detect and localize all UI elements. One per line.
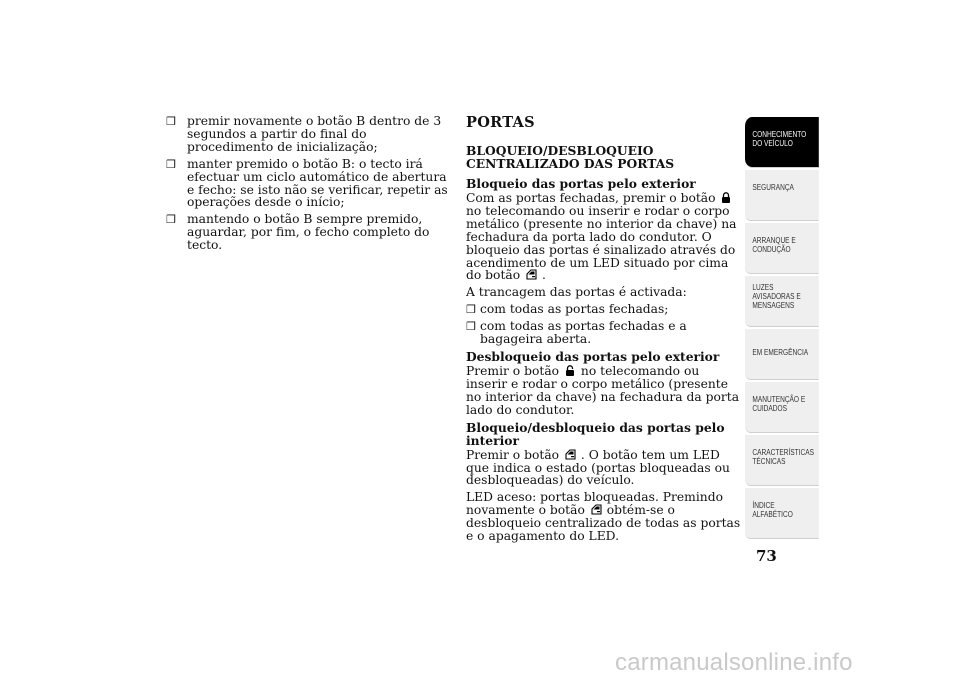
- watermark: carmanualsonline.info: [615, 649, 853, 676]
- section-title: PORTAS: [466, 114, 535, 131]
- page-number: 73: [756, 547, 777, 565]
- heading-unlock-exterior: Desbloqueio das portas pelo exterior: [466, 348, 720, 364]
- tab-luzes-avisadoras[interactable]: LUZES AVISADORAS E MENSAGENS: [745, 276, 819, 327]
- tab-em-emergencia[interactable]: EM EMERGÊNCIA: [745, 329, 819, 380]
- chapter-sidebar: [745, 117, 819, 543]
- list-item: ❒ premir novamente o botão B dentro de 3 segundos a partir do final do procedimento de inicialização;: [166, 114, 442, 154]
- right-column: [466, 115, 741, 547]
- car-door-lock-icon: [565, 449, 575, 460]
- car-door-lock-icon: [591, 504, 601, 515]
- tab-seguranca[interactable]: SEGURANÇA: [745, 170, 819, 221]
- car-door-lock-icon: [526, 269, 536, 280]
- heading-lock-exterior: Bloqueio das portas pelo exterior: [466, 176, 696, 191]
- list-item: ❒ com todas as portas fechadas e a bagageira aberta.: [466, 319, 687, 347]
- subsection-title: BLOQUEIO/DESBLOQUEIO CENTRALIZADO DAS PORTAS: [466, 143, 675, 171]
- tab-conhecimento-do-veiculo[interactable]: CONHECIMENTO DO VEÍCULO: [745, 117, 819, 168]
- paragraph-lock-exterior: Com as portas fechadas, premir o botão no telecomando ou inserir e rodar o corpo metálico (presente no interior da chave) na fechadura da porta lado do condutor. O bloqueio das portas é sinalizado através do acendimento de um LED situado por cima do botão .: [466, 191, 737, 283]
- tab-indice-alfabetico[interactable]: ÍNDICE ALFABÉTICO: [745, 488, 819, 539]
- tab-caracteristicas-tecnicas[interactable]: CARACTERÍSTICAS TÉCNICAS: [745, 435, 819, 486]
- checkbox-square-icon: ❒: [466, 320, 476, 334]
- left-column: [165, 115, 448, 256]
- checkbox-square-icon: ❒: [466, 303, 476, 317]
- list-item: ❒ mantendo o botão B sempre premido, aguardar, por fim, o fecho completo do tecto.: [166, 212, 430, 253]
- paragraph-unlock-exterior: Premir o botão no telecomando ou inserir e rodar o corpo metálico (presente no interior da chave) na fechadura da porta lado do condutor.: [466, 363, 740, 417]
- paragraph-lock-activation: A trancagem das portas é activada:: [466, 285, 687, 300]
- list-item: ❒ manter premido o botão B: o tecto irá efectuar um ciclo automático de abertura e fecho: se isto não se verificar, repetir as operações desde o início;: [166, 156, 448, 210]
- padlock-icon: [565, 365, 575, 376]
- tab-manutencao-e-cuidados[interactable]: MANUTENÇÃO E CUIDADOS: [745, 382, 819, 433]
- list-item: ❒ com todas as portas fechadas;: [466, 302, 669, 317]
- tab-arranque-e-conducao[interactable]: ARRANQUE E CONDUÇÃO: [745, 223, 819, 274]
- checkbox-square-icon: ❒: [166, 115, 176, 128]
- checkbox-square-icon: ❒: [166, 157, 176, 171]
- paragraph-led-on: LED aceso: portas bloqueadas. Premindo novamente o botão obtém-se o desbloqueio centralizado de todas as portas e o apagamento do LED.: [466, 490, 741, 544]
- paragraph-lock-interior: Premir o botão . O botão tem um LED que indica o estado (portas bloqueadas ou desbloqueadas) do veículo.: [466, 447, 730, 488]
- checkbox-square-icon: ❒: [166, 213, 176, 227]
- heading-lock-interior: Bloqueio/desbloqueio das portas pelo interior: [466, 419, 725, 448]
- padlock-icon: [721, 192, 731, 203]
